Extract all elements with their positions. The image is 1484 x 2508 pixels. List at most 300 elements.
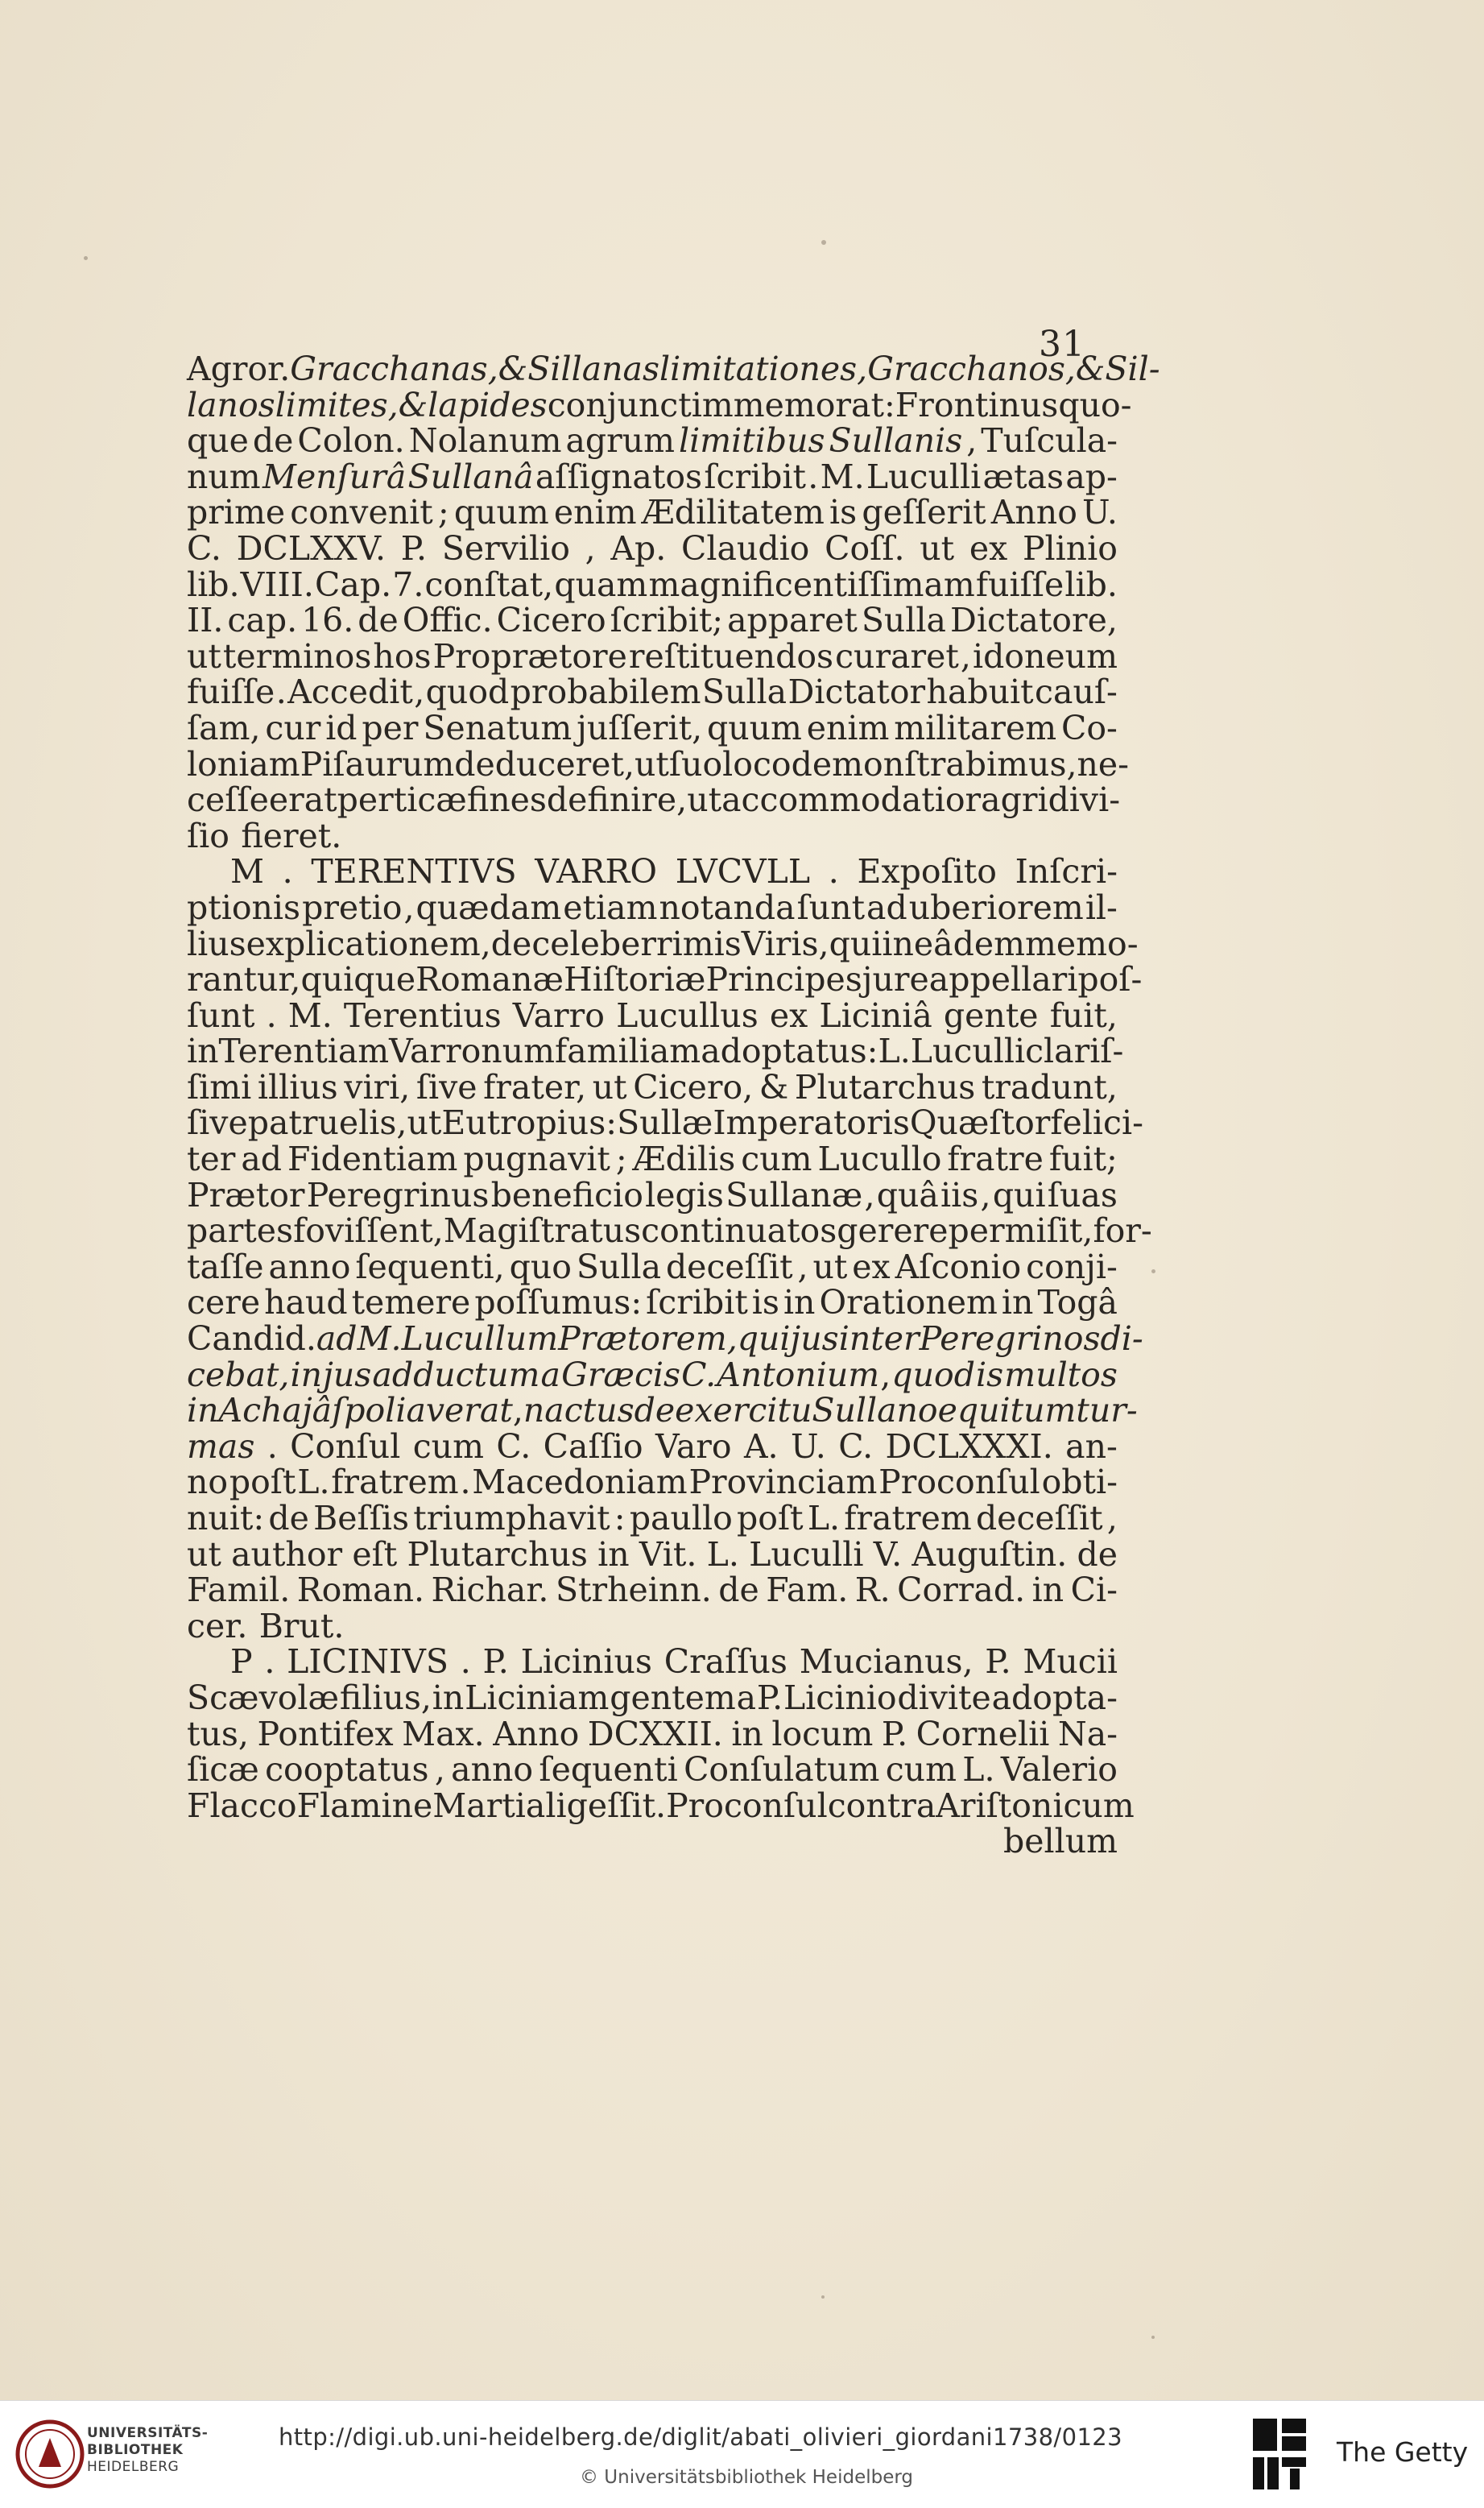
word: a — [540, 1355, 560, 1394]
word: . — [282, 852, 293, 892]
word: Famil. — [187, 1571, 291, 1610]
word: perticæ — [337, 780, 467, 820]
word: Piſaurum — [300, 744, 455, 784]
word: in — [882, 924, 914, 963]
library-name-line: UNIVERSITÄTS- — [87, 2425, 209, 2441]
text-line — [187, 1680, 1118, 1716]
word: cere — [187, 1283, 261, 1322]
word: juſſerit, — [577, 708, 703, 747]
text-line — [187, 567, 1118, 603]
word: ſequenti, — [355, 1247, 505, 1286]
word: Mucianus, — [799, 1642, 973, 1682]
word: conji- — [1026, 1247, 1118, 1286]
text-line — [187, 495, 1118, 531]
word: conſtat, — [424, 565, 554, 604]
copyright-notice: © Universitätsbibliothek Heidelberg — [580, 2467, 914, 2488]
text-line — [187, 710, 1118, 747]
word: quam — [554, 565, 648, 604]
text-line — [187, 1786, 1135, 1825]
word: paullo — [629, 1499, 733, 1537]
word: de — [718, 1571, 759, 1610]
word: LICINIVS — [287, 1642, 449, 1682]
word: eſt — [352, 1534, 398, 1574]
word: Sullanâ — [407, 457, 534, 496]
word: Græcis — [561, 1355, 681, 1394]
word: : — [614, 1499, 626, 1537]
word: Cicero, — [633, 1067, 754, 1107]
word: Liciniâ — [819, 995, 932, 1035]
word: pugnavit — [463, 1140, 610, 1179]
word: enim — [806, 708, 890, 747]
word: Plinio — [1022, 528, 1118, 568]
word: divi- — [1048, 780, 1121, 820]
word: uberiorem — [908, 888, 1084, 927]
word: de — [1077, 1534, 1118, 1574]
word: cum — [412, 1426, 484, 1466]
word: loco — [722, 744, 792, 784]
word: ſcribit — [646, 1283, 748, 1322]
word: TERENTIVS — [311, 852, 517, 892]
word: ſio — [187, 816, 229, 855]
word: Craſſus — [663, 1642, 787, 1682]
word: Cap. — [315, 565, 392, 604]
word: . — [267, 1426, 278, 1466]
word: patruelis, — [247, 1103, 407, 1143]
text-line — [187, 1426, 1118, 1466]
word: agri — [981, 780, 1048, 820]
word: ut — [592, 1067, 627, 1107]
word: Corrad. — [897, 1571, 1026, 1610]
word: ſicæ — [187, 1750, 259, 1790]
library-name-line: HEIDELBERG — [87, 2459, 180, 2475]
word: Beſſis — [313, 1499, 410, 1537]
word: accommodatior — [721, 780, 982, 820]
word: Offic. — [402, 601, 493, 640]
permalink-url[interactable]: http://digi.ub.uni-heidelberg.de/diglit/abati_olivieri_giordani1738/0123 — [279, 2423, 1122, 2451]
word: Prætorem, — [558, 1319, 738, 1359]
word: cum — [741, 1140, 812, 1179]
word: Plutarchus — [407, 1534, 588, 1574]
word: poſ- — [1077, 960, 1143, 999]
body-text — [187, 350, 1160, 1861]
word: & — [498, 350, 528, 388]
word: ætas — [982, 457, 1064, 496]
word: curaret — [835, 636, 959, 676]
word: habuit — [926, 673, 1034, 712]
word: Brut. — [258, 1606, 345, 1645]
word: Lucullus — [616, 995, 759, 1035]
word: agrum — [565, 421, 676, 461]
word: gente — [943, 995, 1039, 1035]
word: Tuſcula- — [981, 421, 1118, 461]
word: militarem — [894, 708, 1057, 747]
word: Na- — [1057, 1714, 1118, 1753]
word: anno — [268, 1247, 351, 1286]
word: ex — [969, 528, 1008, 568]
word: quum — [706, 708, 802, 747]
word: iis — [940, 1175, 979, 1215]
word: a — [736, 1678, 757, 1717]
word: for- — [1093, 1211, 1152, 1251]
word: . — [275, 673, 287, 712]
word: ceſſe — [187, 780, 269, 820]
word: Flacco — [187, 1786, 297, 1825]
word: L. — [962, 1750, 995, 1790]
word: permiſit — [948, 1211, 1083, 1251]
word: P — [230, 1642, 253, 1682]
word: , — [434, 1750, 445, 1790]
word: Romanæ — [415, 960, 564, 999]
word: ut — [407, 1103, 442, 1143]
word: probabilem — [510, 673, 701, 712]
word: Expoſito — [857, 852, 997, 892]
word: jus — [790, 1319, 839, 1359]
word: ut — [635, 744, 669, 784]
word: V. — [873, 1534, 903, 1574]
word: cap. — [227, 601, 298, 640]
word: Coſſ. — [825, 528, 905, 568]
word: ſam, — [187, 708, 261, 747]
footer-bar — [0, 2400, 1484, 2508]
word: ut — [187, 636, 221, 676]
word: ex — [852, 1247, 891, 1286]
text-line — [187, 1357, 1118, 1393]
word: R. — [854, 1571, 891, 1610]
word: adoptatus: — [701, 1032, 878, 1071]
word: , — [797, 1247, 808, 1286]
word: & — [398, 385, 428, 424]
word: familiam — [555, 1032, 701, 1071]
word: Flamine — [296, 1786, 433, 1825]
word: fieret. — [241, 816, 342, 855]
word: de — [268, 1499, 309, 1537]
word: ſuas — [1047, 1175, 1118, 1215]
word: de — [252, 421, 294, 461]
text-line — [187, 602, 1118, 639]
word: multos — [1004, 1355, 1118, 1394]
word: contra — [827, 1786, 936, 1825]
word: Senatum — [423, 708, 573, 747]
word: Eutropius: — [441, 1103, 618, 1143]
word: Candid. — [187, 1319, 316, 1359]
text-line — [187, 818, 1118, 855]
word: temere — [351, 1283, 471, 1322]
word: divite — [897, 1678, 991, 1717]
word: fuiſſe — [975, 565, 1064, 604]
word: in — [1031, 1571, 1064, 1610]
word: in — [432, 1678, 465, 1717]
word: illius — [257, 1067, 338, 1107]
word: Terentius — [343, 995, 502, 1035]
word: ſive — [415, 1067, 477, 1107]
word: Licinio — [783, 1678, 897, 1717]
word: , — [676, 780, 688, 820]
word: Pontifex — [257, 1714, 394, 1753]
word: convenit — [290, 493, 433, 532]
word: felici- — [1050, 1103, 1143, 1143]
word: definire — [546, 780, 677, 820]
word: Sullano — [812, 1391, 938, 1430]
word: Prætor — [187, 1175, 305, 1215]
word: Proconſul — [666, 1786, 828, 1825]
word: Magiſtratus — [443, 1211, 642, 1251]
word: Lucullum — [401, 1319, 559, 1359]
paper-spot — [1151, 2336, 1155, 2339]
word: II. — [187, 601, 224, 640]
word: . — [828, 852, 839, 892]
word: clariſ- — [1025, 1032, 1124, 1071]
word: geſſerit — [862, 493, 986, 532]
word: DCLXXV. — [236, 528, 386, 568]
word: Varo — [655, 1426, 732, 1466]
word: Sulla — [576, 1247, 662, 1286]
text-line — [187, 1141, 1118, 1177]
word: Max. — [402, 1714, 485, 1753]
word: Dictatore, — [949, 601, 1118, 640]
word: M — [230, 852, 264, 892]
word: per — [362, 708, 419, 747]
text-line — [187, 1391, 1138, 1430]
word: viri, — [344, 1067, 411, 1107]
word: geſſit. — [566, 1786, 667, 1825]
word: Plutarchus — [794, 1067, 976, 1107]
word: quum — [453, 493, 549, 532]
word: cauſ- — [1035, 673, 1118, 712]
word: de — [358, 601, 399, 640]
word: Liciniam — [465, 1678, 610, 1717]
word: ; — [437, 493, 449, 532]
word: deceſſit — [665, 1247, 793, 1286]
word: poſt — [229, 1463, 296, 1502]
word: , — [1082, 1211, 1093, 1251]
word: ſequenti — [539, 1750, 678, 1790]
word: quo — [509, 1247, 572, 1286]
word: lanos — [187, 385, 275, 424]
text-line — [187, 636, 1118, 676]
paper-spot — [84, 256, 88, 260]
word: Anno — [493, 1714, 580, 1753]
word: no — [187, 1463, 229, 1502]
word: : — [883, 385, 895, 424]
word: Martiali — [432, 1786, 567, 1825]
text-line — [187, 1500, 1118, 1537]
word: Imperatoris — [713, 1103, 910, 1143]
text-line — [187, 1067, 1118, 1107]
word: fratrem — [331, 1463, 459, 1502]
word: gerere — [837, 1211, 949, 1251]
text-line — [187, 1249, 1118, 1285]
university-library-seal-icon — [14, 2419, 85, 2489]
word: Conſulatum — [684, 1750, 880, 1790]
word: Viris, — [741, 924, 829, 963]
word: conjunctim — [547, 385, 734, 424]
word: P. — [482, 1642, 509, 1682]
word: Menſurâ — [262, 457, 407, 496]
word: ap- — [1065, 457, 1118, 496]
word: cum — [885, 1750, 957, 1790]
word: Inſcri- — [1015, 852, 1118, 892]
word: Caſſio — [543, 1426, 643, 1466]
word: continuatos — [641, 1211, 837, 1251]
word: ex — [769, 995, 808, 1035]
word: demonſtrabimus, — [791, 744, 1077, 784]
word: partes — [187, 1211, 294, 1251]
text-line — [187, 1319, 1143, 1359]
word: Principes — [705, 960, 862, 999]
text-line — [187, 1032, 1124, 1071]
text-line — [187, 1823, 1118, 1860]
word: notanda — [659, 888, 796, 927]
word: Gracchanos, — [867, 350, 1076, 388]
word: Co- — [1060, 708, 1118, 747]
word: Fidentiam — [287, 1140, 458, 1179]
word: Varronum — [389, 1032, 556, 1071]
word: is — [976, 1355, 1004, 1394]
word: in — [187, 1032, 219, 1071]
word: Mucii — [1023, 1642, 1118, 1682]
word: U. — [1082, 493, 1118, 532]
word: Lucullo — [817, 1140, 942, 1179]
word: ſcribit — [704, 457, 807, 496]
word: Sil- — [1105, 350, 1160, 388]
word: ſcribit; — [610, 601, 724, 640]
word: fines — [466, 780, 547, 820]
getty-logo-icon — [1251, 2417, 1308, 2491]
word: is — [751, 1283, 779, 1322]
word: . — [264, 1642, 275, 1682]
word: ut — [687, 780, 722, 820]
text-line — [187, 423, 1118, 459]
word: Terentiam — [218, 1032, 390, 1071]
word: Vit. — [639, 1534, 697, 1574]
word: Scævolæ — [187, 1678, 340, 1717]
word: foviſſent — [293, 1211, 433, 1251]
word: ſuo — [668, 744, 723, 784]
word: C. — [187, 528, 221, 568]
word: Luculli — [866, 457, 982, 496]
word: Aſconio — [895, 1247, 1022, 1286]
word: beneficio — [490, 1175, 643, 1215]
word: poſſumus: — [474, 1283, 643, 1322]
word: Sullanis — [829, 421, 963, 461]
text-line — [187, 674, 1118, 710]
text-line — [187, 1464, 1118, 1500]
word: Ariſtonicum — [936, 1786, 1135, 1825]
text-line — [187, 459, 1118, 495]
word: Cornelii — [916, 1714, 1050, 1753]
text-line — [187, 1572, 1118, 1608]
word: Gracchanas, — [290, 350, 498, 388]
word: Varro — [512, 995, 605, 1035]
word: ter — [187, 1140, 236, 1179]
word: is — [829, 493, 858, 532]
word: ſunt — [187, 995, 255, 1035]
paper-spot — [821, 2295, 825, 2299]
text-line — [187, 744, 1130, 784]
word: an- — [1065, 1426, 1118, 1466]
word: exercitu — [675, 1391, 812, 1430]
word: qui — [992, 1175, 1046, 1215]
word: L. — [807, 1499, 841, 1537]
word: ſive — [187, 1103, 248, 1143]
word: Sulla — [701, 673, 787, 712]
word: aſſignatos — [535, 457, 703, 496]
word: di- — [1100, 1319, 1143, 1359]
word: Strheinn. — [555, 1571, 712, 1610]
word: triumphavit — [413, 1499, 610, 1537]
word: , — [966, 421, 978, 461]
word: ad — [866, 888, 907, 927]
word: cur — [265, 708, 321, 747]
word: . — [808, 457, 819, 496]
page-number: 31 — [1039, 324, 1085, 365]
text-line — [187, 1211, 1152, 1251]
word: quâ — [876, 1175, 939, 1215]
word: ut — [920, 528, 955, 568]
word: fratre — [947, 1140, 1044, 1179]
word: M. — [357, 1319, 402, 1359]
word: Quæſtor — [909, 1103, 1051, 1143]
word: lib. — [187, 565, 240, 604]
text-line — [187, 1608, 1118, 1645]
word: quod — [891, 1355, 975, 1394]
word: num — [187, 457, 261, 496]
word: reſtituendos — [628, 636, 834, 676]
word: Sulla — [861, 601, 946, 640]
word: DCLXXXI. — [885, 1426, 1053, 1466]
word: lapides — [428, 385, 548, 424]
word: erat — [268, 780, 337, 820]
word: taſſe — [187, 1247, 264, 1286]
word: Togâ — [1037, 1283, 1118, 1322]
word: quique — [300, 960, 416, 999]
text-line — [187, 1177, 1118, 1214]
word: Proconſul — [878, 1463, 1040, 1502]
word: Frontinus — [895, 385, 1059, 424]
word: in — [783, 1283, 816, 1322]
word: Sillanas — [527, 350, 660, 388]
word: adopta- — [991, 1678, 1118, 1717]
word: equitum — [937, 1391, 1077, 1430]
word: legis — [645, 1175, 724, 1215]
text-line — [187, 780, 1121, 820]
word: in — [597, 1534, 630, 1574]
word: tradunt, — [981, 1067, 1118, 1107]
word: in — [1001, 1283, 1034, 1322]
word: , — [512, 1391, 523, 1430]
word: 7. — [392, 565, 424, 604]
word: 16. — [301, 601, 354, 640]
text-line — [187, 1285, 1118, 1321]
word: C. — [681, 1355, 717, 1394]
word: enim — [553, 493, 637, 532]
word: Ci- — [1070, 1571, 1118, 1610]
word: etiam — [563, 888, 658, 927]
paper-spot — [821, 240, 826, 245]
word: author — [231, 1534, 343, 1574]
word: , — [432, 1211, 444, 1251]
word: obti- — [1041, 1463, 1118, 1502]
text-line — [187, 854, 1118, 890]
word: magnificentiſſimam — [648, 565, 975, 604]
word: Sullæ — [617, 1103, 713, 1143]
word: Conſul — [290, 1426, 401, 1466]
text-line — [187, 924, 1139, 963]
word: . — [266, 995, 277, 1035]
word: P. — [985, 1642, 1011, 1682]
partner-name: The Getty — [1337, 2436, 1469, 2468]
word: & — [1075, 350, 1106, 388]
